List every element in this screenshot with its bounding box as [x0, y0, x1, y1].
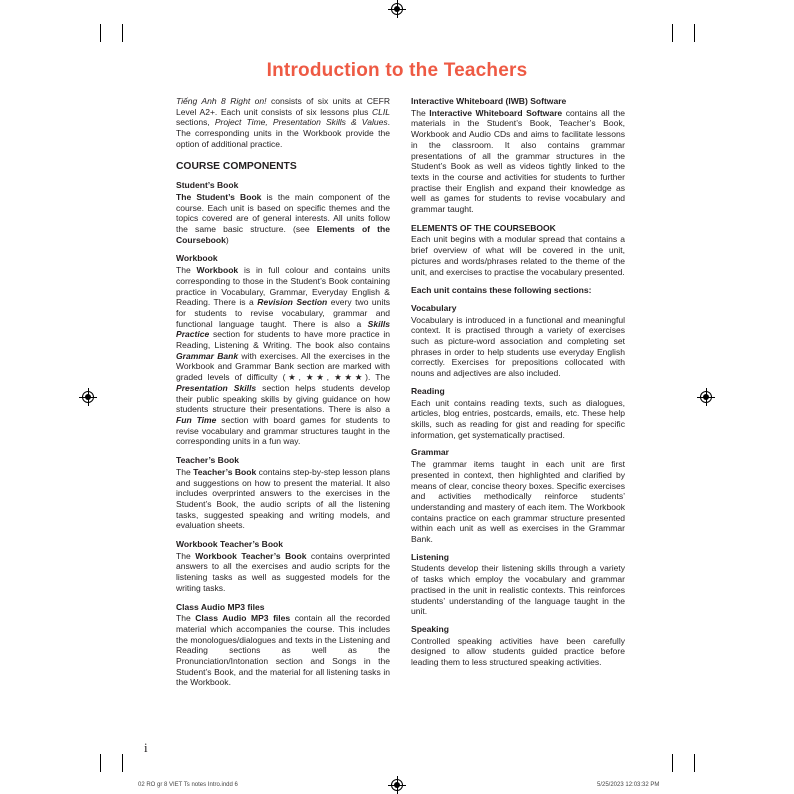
text-run: Vocabulary is introduced in a functional and meaningful context. It is practised through a variety of exercises such as picture-word association and completing set phrases in order to help students use everyday English correctly. Exercises for prepositions collocated with nouns and adjectives are also included. [411, 314, 625, 379]
teachers-book-heading: Teacher’s Book [176, 455, 240, 466]
registration-mark-icon [700, 391, 712, 403]
text-run: Each unit contains reading texts, such as dialogues, articles, blog entries, postcards, emails, etc. These help skills, such as reading for gist and reading for specific information, get systematically practised. [411, 397, 625, 440]
text-run: every two units for students to revise vocabulary, grammar and functional language taught. There is also a [176, 297, 390, 329]
class-audio-heading: Class Audio MP3 files [176, 601, 265, 612]
text-run: ) [225, 234, 229, 245]
print-timestamp: 5/25/2023 12:03:32 PM [597, 782, 660, 788]
elements-heading: ELEMENTS OF THE COURSEBOOK [411, 222, 556, 233]
workbook-heading: Workbook [176, 253, 218, 264]
text-run: Workbook Teacher’s Book [195, 550, 307, 561]
crop-mark [694, 754, 695, 772]
listening-heading: Listening [411, 551, 449, 562]
grammar-paragraph [411, 459, 625, 545]
text-run: The [176, 191, 197, 202]
text-run: . The corresponding units in the Workbook provide the option of additional practice. [176, 117, 390, 149]
students-book-heading: Student’s Book [176, 180, 239, 191]
text-run: Revision Section [257, 297, 328, 308]
crop-mark [672, 24, 673, 42]
file-slug: 02 RO gr 8 VIET Ts notes Intro.indd 6 [138, 782, 238, 788]
text-run: with exercises. All the exercises in the Workbook and Grammar Bank section are marked with graded levels of difficulty (★, ★★, ★★★). The [176, 350, 390, 383]
speaking-heading: Speaking [411, 623, 449, 634]
page-title: Introduction to the Teachers [266, 60, 528, 81]
each-unit-heading: Each unit contains these following sections: [411, 285, 592, 296]
class-audio-paragraph [176, 613, 390, 688]
crop-mark [100, 754, 101, 772]
text-run: Controlled speaking activities have been carefully designed to allow students guided practice before leading them to less structured speaking activities. [411, 635, 625, 668]
text-run: The [411, 107, 430, 118]
reading-paragraph [411, 398, 625, 441]
intro-paragraph [176, 96, 390, 150]
left-column [176, 96, 390, 688]
speaking-paragraph [411, 636, 625, 668]
text-run: The [176, 613, 196, 624]
text-run: Fun Time [176, 414, 217, 425]
text-run: Student’s Book [196, 191, 262, 202]
text-run: The grammar items taught in each unit are first presented in context, then highlighted and clarified by means of clear, concise theory boxes. Specific exercises and activities methodically reinforce students’ understanding and mastery of each item. The Workbook contains practice on each grammar structure presented within each unit as well as exercises in the Grammar Bank. [411, 459, 625, 545]
registration-mark-icon [391, 3, 403, 15]
iwb-heading: Interactive Whiteboard (IWB) Software [411, 96, 567, 106]
registration-mark-icon [82, 391, 94, 403]
text-run: Grammar Bank [176, 350, 239, 361]
text-run: The [176, 466, 194, 477]
reading-heading: Reading [411, 385, 445, 396]
text-run: Each unit begins with a modular spread that contains a brief overview of what will be covered in the unit, pictures and words/phrases related to the theme of the unit, and exercises to practise the vocabulary presented. [411, 234, 625, 277]
right-column [411, 96, 625, 668]
vocabulary-paragraph [411, 315, 625, 379]
page-number: i [144, 740, 148, 755]
text-run: sections, [176, 117, 215, 128]
text-run: is in full colour and contains units corresponding to those in the Student’s Book containing practice in Vocabulary, Grammar, Everyday English & Reading. There is a [176, 265, 390, 308]
elements-paragraph [411, 234, 625, 277]
text-run: contains step-by-step lesson plans and suggestions on how to present the material. It also includes overprinted answers to the exercises in the Student’s Book, the audio scripts of all the listening tasks, suggested speaking and writing models, and evaluation sheets. [176, 466, 390, 531]
text-run: section with board games for students to revise vocabulary and grammar structures taught in the corresponding units in a fun way. [176, 414, 390, 447]
text-run: Interactive Whiteboard Software [429, 107, 563, 118]
text-run: contain all the recorded material which accompanies the course. This includes the monologues/dialogues and texts in the Listening and Reading sections as well as the Pronunciation/Intonation section and Songs in the Student’s Book, and the material for all listening tasks in the Workbook. [176, 613, 390, 688]
listening-paragraph [411, 563, 625, 617]
text-run: CLIL [371, 106, 390, 117]
students-book-paragraph [176, 192, 390, 246]
text-run: The [176, 265, 197, 276]
teachers-book-paragraph [176, 467, 390, 531]
text-run: section for students to have more practice in Reading, Listening & Writing. The book also contains [176, 329, 390, 351]
crop-mark [672, 754, 673, 772]
grammar-heading: Grammar [411, 447, 450, 458]
workbook-teachers-book-heading: Workbook Teacher’s Book [176, 539, 284, 550]
text-run: contains overprinted answers to all the exercises and audio scripts for the listening tasks as well as suggested models for the writing tasks. [176, 550, 391, 593]
text-run: Class Audio MP3 files [195, 613, 291, 624]
course-components-heading: COURSE COMPONENTS [176, 160, 297, 172]
text-run: contains all the materials in the Student’s Book, Teacher’s Book, Workbook and Audio CDs and aims to facilitate lessons in the classroom. It also contains grammar presentations of all the grammar structures in the Student’s Book as well as videos tightly linked to the texts in the course and activities for students to further practise their English and expand their knowledge as well as games for students to revise vocabulary and grammar taught. [411, 107, 626, 215]
text-run: Presentation Skills [176, 382, 257, 393]
text-run: Teacher’s Book [193, 466, 257, 477]
crop-mark [122, 754, 123, 772]
workbook-paragraph [176, 265, 390, 447]
text-run: Tiếng Anh 8 Right on! [176, 96, 267, 106]
workbook-teachers-book-paragraph [176, 551, 390, 594]
text-run: Elements of the Coursebook [176, 224, 391, 245]
text-run: The [176, 550, 196, 561]
text-run: Project Time, Presentation Skills & Values [214, 117, 388, 128]
text-run: section helps students develop their public speaking skills by giving guidance on how students structure their presentations. There is also a [176, 382, 391, 415]
text-run: Students develop their listening skills through a variety of tasks which employ the vocabulary and grammar practised in the unit in realistic contexts. This reinforces students’ understanding of the language taught in the unit. [411, 563, 625, 617]
text-run: is the main component of the course. Each unit is based on specific themes and the topics covered are of general interests. All units follow the same basic structure. (see [176, 191, 390, 235]
crop-mark [100, 24, 101, 42]
vocabulary-heading: Vocabulary [411, 302, 457, 313]
crop-mark [122, 24, 123, 42]
text-run: Skills Practice [176, 318, 390, 340]
iwb-paragraph [411, 108, 625, 215]
text-run: consists of six units at CEFR Level A2+. Each unit consists of six lessons plus [176, 96, 390, 117]
crop-mark [694, 24, 695, 42]
text-run: Workbook [196, 265, 239, 276]
registration-mark-icon [391, 779, 403, 791]
